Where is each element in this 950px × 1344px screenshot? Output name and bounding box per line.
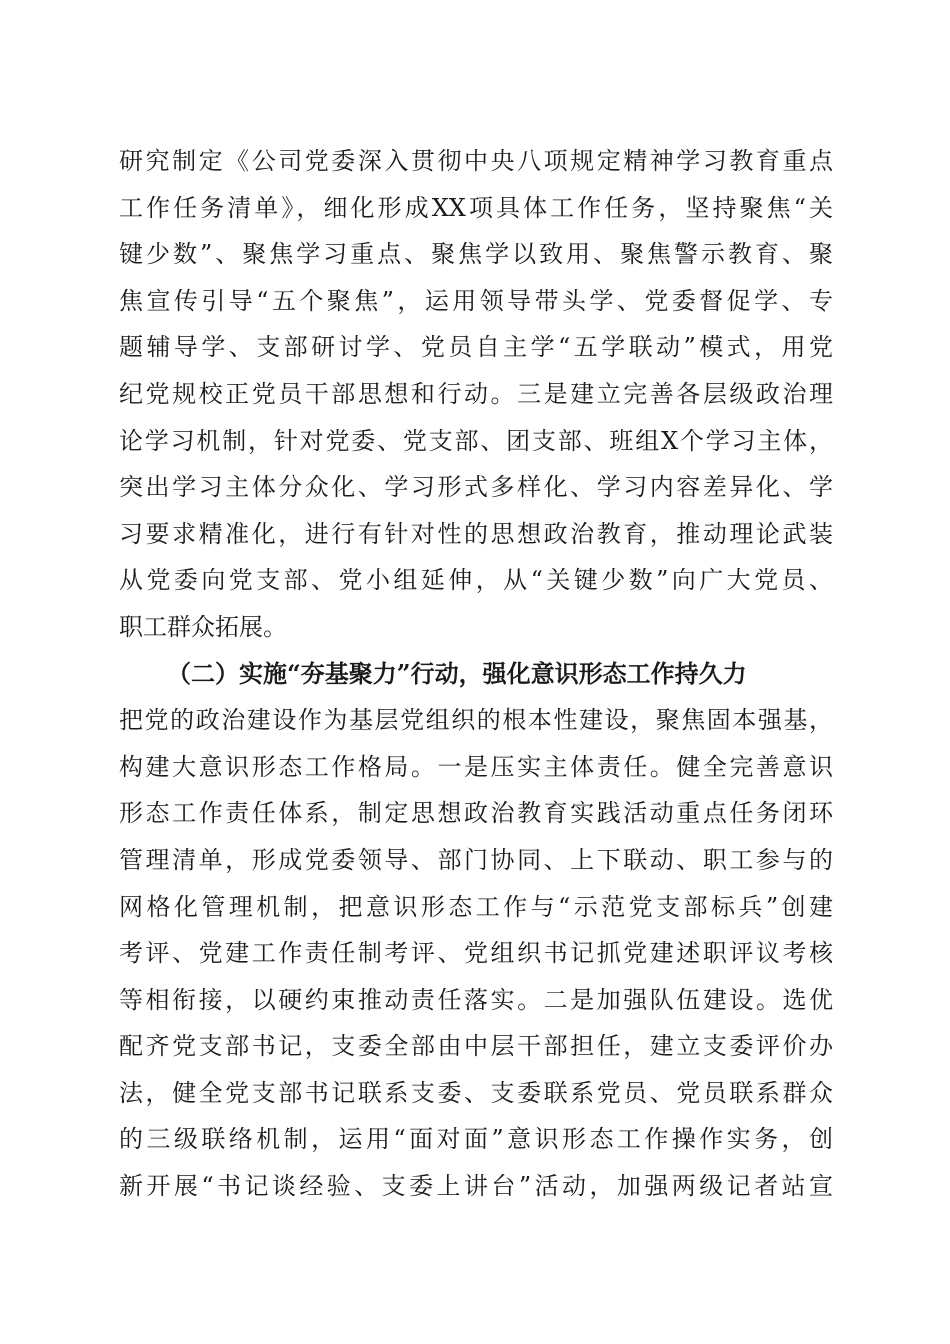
text-line: 习要求精准化，进行有针对性的思想政治教育，推动理论武装	[119, 519, 833, 548]
text-line: 焦宣传引导“五个聚焦”，运用领导带头学、党委督促学、专	[119, 286, 833, 315]
text-line: 工作任务清单》，细化形成XX项具体工作任务，坚持聚焦“关	[119, 193, 833, 222]
text-line: 职工群众拓展。	[119, 612, 287, 641]
text-line: 等相衔接，以硬约束推动责任落实。二是加强队伍建设。选优	[119, 985, 833, 1014]
text-line: 管理清单，形成党委领导、部门协同、上下联动、职工参与的	[119, 845, 833, 874]
text-line: 新开展“书记谈经验、支委上讲台”活动，加强两级记者站宣	[119, 1172, 833, 1201]
text-line: 论学习机制，针对党委、党支部、团支部、班组X个学习主体，	[119, 426, 833, 455]
text-line: 法，健全党支部书记联系支委、支委联系党员、党员联系群众	[119, 1078, 833, 1107]
text-line: 从党委向党支部、党小组延伸，从“关键少数”向广大党员、	[119, 566, 833, 595]
text-line: 考评、党建工作责任制考评、党组织书记抓党建述职评议考核	[119, 939, 833, 968]
text-line: 题辅导学、支部研讨学、党员自主学“五学联动”模式，用党	[119, 333, 833, 362]
text-line: 突出学习主体分众化、学习形式多样化、学习内容差异化、学	[119, 473, 833, 502]
section-heading: （二）实施“夯基聚力”行动，强化意识形态工作持久力	[167, 658, 747, 688]
text-line: 纪党规校正党员干部思想和行动。三是建立完善各层级政治理	[119, 379, 833, 408]
text-line: 构建大意识形态工作格局。一是压实主体责任。健全完善意识	[119, 752, 833, 781]
text-line: 网格化管理机制，把意识形态工作与“示范党支部标兵”创建	[119, 892, 833, 921]
text-line: 把党的政治建设作为基层党组织的根本性建设，聚焦固本强基，	[119, 706, 833, 735]
text-line: 配齐党支部书记，支委全部由中层干部担任，建立支委评价办	[119, 1032, 833, 1061]
text-line: 键少数”、聚焦学习重点、聚焦学以致用、聚焦警示教育、聚	[119, 240, 833, 269]
text-line: 形态工作责任体系，制定思想政治教育实践活动重点任务闭环	[119, 799, 833, 828]
body-text	[119, 138, 833, 1210]
text-line: 研究制定《公司党委深入贯彻中央八项规定精神学习教育重点	[119, 147, 833, 175]
text-line: 的三级联络机制，运用“面对面”意识形态工作操作实务，创	[119, 1125, 833, 1154]
